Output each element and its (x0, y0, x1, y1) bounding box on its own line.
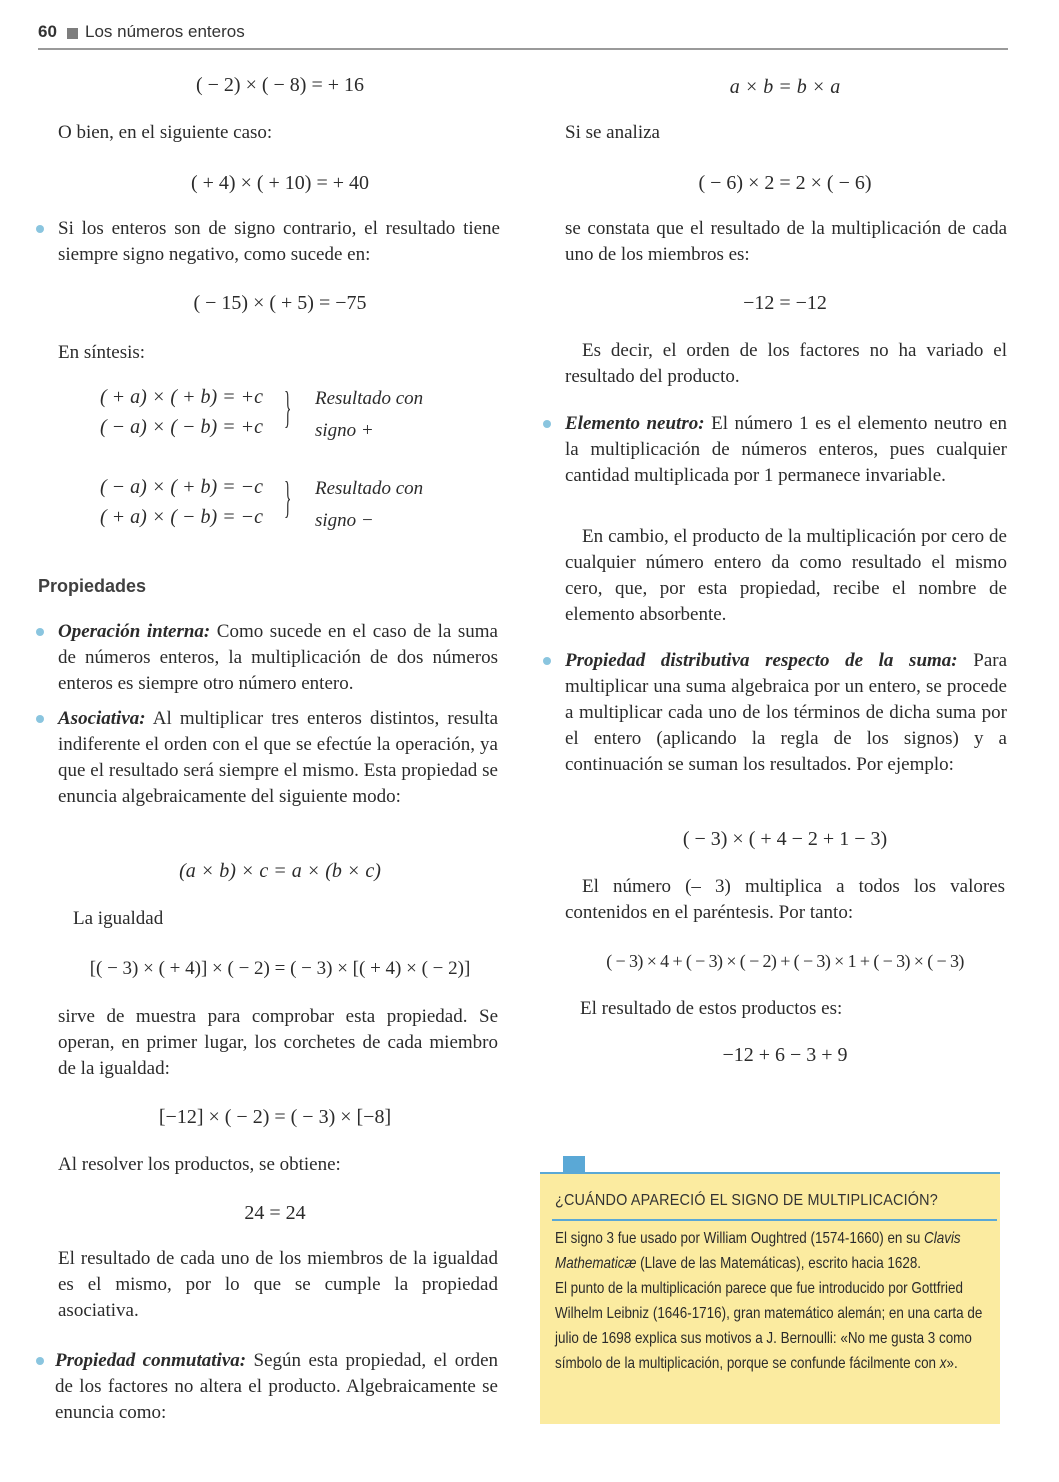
property-term: Operación interna: (58, 621, 211, 642)
bullet-icon (543, 420, 551, 428)
equation: ( − 2) × ( − 8) = + 16 (195, 74, 365, 96)
property-text: Para multiplicar una suma algebraica por un entero, se procede a multiplicar cada uno de los términos de dicha suma por el entero (aplicando la regla de los signos) y a continuación se suman los resultados. Por ejemplo: (565, 650, 1008, 775)
callout-box (540, 1172, 1000, 1424)
paragraph: El resultado de cada uno de los miembros de la igualdad es el mismo, por lo que se cumple la propiedad asociativa. (58, 1248, 498, 1321)
synthesis-note: signo − (315, 510, 374, 531)
running-title: Los números enteros (85, 22, 245, 41)
equation: a × b = b × a (729, 76, 841, 98)
equation: −12 = −12 (743, 292, 827, 314)
synthesis-equation: ( + a) × ( + b) = +c (100, 386, 263, 408)
callout-text: ». (946, 1355, 958, 1372)
synthesis-note: signo + (315, 420, 374, 441)
bullet-icon (36, 1357, 44, 1365)
callout-text: (Llave de las Matemáticas), escrito hacia 1628. (636, 1255, 922, 1272)
paragraph: sirve de muestra para comprobar esta propiedad. Se operan, en primer lugar, los corchetes de cada miembro de la igualdad: (58, 1006, 498, 1079)
callout-paragraph (555, 1276, 992, 1376)
equation: ( − 3) × ( + 4 − 2 + 1 − 3) (682, 828, 888, 850)
property-term: Asociativa: (58, 708, 146, 729)
callout-text: El punto de la multiplicación parece que fue introducido por Gottfried Wilhelm Leibniz (1646-1716), gran matemático alemán; en una carta de julio de 1698 explica sus motivos a J. Bernoulli: «No me gusta 3 como símbolo de la multiplicación, porque se confunde fácilmente con (555, 1280, 983, 1372)
paragraph: En síntesis: (58, 342, 146, 363)
equation: [( − 3) × ( + 4)] × ( − 2) = ( − 3) × [( + 4) × ( − 2)] (89, 958, 471, 979)
property-conmutativa (55, 1348, 498, 1426)
paragraph: La igualdad (73, 908, 164, 929)
bullet-icon (36, 225, 44, 233)
property-distributiva (565, 648, 1007, 778)
property-asociativa (58, 706, 498, 810)
synthesis-equation: ( + a) × ( − b) = −c (100, 506, 263, 528)
property-text: Como sucede en el caso de la suma de números enteros, la multiplicación de dos números enteros es siempre otro número entero. (58, 621, 498, 694)
paragraph: En cambio, el producto de la multiplicación por cero de cualquier número entero da como resultado el mismo cero, que, por esta propiedad, recibe el nombre de elemento absorbente. (565, 526, 1007, 625)
equation: −12 + 6 − 3 + 9 (722, 1044, 848, 1066)
brace-icon: } (284, 473, 292, 522)
paragraph: El resultado de estos productos es: (580, 998, 843, 1019)
equation: ( − 3) × 4 + ( − 3) × ( − 2) + ( − 3) × 1 + ( − 3) × ( − 3) (606, 951, 964, 971)
callout-book-title: Clavis Mathematicæ (555, 1230, 961, 1272)
callout-title: ¿CUÁNDO APARECIÓ EL SIGNO DE MULTIPLICACIÓN? (555, 1192, 938, 1209)
callout-divider (552, 1219, 997, 1221)
property-text: Al multiplicar tres enteros distintos, resulta indiferente el orden con el que se efectúe la operación, ya que el resultado será siempre el mismo. Esta propiedad se enuncia algebraicamente del siguiente modo: (58, 708, 499, 807)
equation: [−12] × ( − 2) = ( − 3) × [−8] (158, 1106, 392, 1128)
synthesis-equation: ( − a) × ( + b) = −c (100, 476, 263, 498)
equation: ( − 6) × 2 = 2 × ( − 6) (698, 172, 872, 194)
synthesis-equation: ( − a) × ( − b) = +c (100, 416, 263, 438)
equation: ( + 4) × ( + 10) = + 40 (190, 172, 370, 194)
paragraph: O bien, en el siguiente caso: (58, 122, 273, 143)
section-heading: Propiedades (38, 576, 147, 596)
paragraph: Es decir, el orden de los factores no ha variado el resultado del producto. (565, 340, 1007, 387)
equation: (a × b) × c = a × (b × c) (179, 860, 381, 882)
property-term: Propiedad conmutativa: (55, 1350, 247, 1371)
property-text: El número 1 es el elemento neutro en la multiplicación de números enteros, pues cualquier cantidad multiplicada por 1 permanece invariable. (565, 413, 1007, 486)
callout-text: El signo 3 fue usado por William Oughtred (1574-1660) en su (555, 1230, 925, 1247)
paragraph: Si se analiza (565, 122, 660, 143)
callout-body (555, 1226, 992, 1376)
paragraph: Al resolver los productos, se obtiene: (58, 1154, 341, 1175)
property-term: Elemento neutro: (565, 413, 705, 434)
page-number: 60 (38, 22, 57, 41)
brace-icon: } (284, 383, 292, 432)
paragraph: El número (– 3) multiplica a todos los valores contenidos en el paréntesis. Por tanto: (565, 876, 1005, 923)
property-operacion-interna (58, 619, 498, 697)
page-header (38, 22, 1008, 50)
paragraph: Si los enteros son de signo contrario, el resultado tiene siempre signo negativo, como sucede en: (58, 218, 500, 265)
callout-variable: x (939, 1355, 947, 1372)
property-elemento-neutro (565, 411, 1007, 489)
bullet-icon (543, 657, 551, 665)
bullet-icon (36, 715, 44, 723)
equation: 24 = 24 (244, 1202, 306, 1224)
header-square-icon (67, 28, 78, 39)
equation: ( − 15) × ( + 5) = −75 (193, 292, 367, 314)
paragraph: se constata que el resultado de la multiplicación de cada uno de los miembros es: (565, 218, 1007, 265)
synthesis-note: Resultado con (315, 388, 424, 409)
property-term: Propiedad distributiva respecto de la suma: (565, 650, 958, 671)
synthesis-note: Resultado con (315, 478, 424, 499)
callout-paragraph (555, 1226, 992, 1276)
bullet-icon (36, 628, 44, 636)
property-text: Según esta propiedad, el orden de los factores no altera el producto. Algebraicamente se enuncia como: (55, 1350, 499, 1423)
